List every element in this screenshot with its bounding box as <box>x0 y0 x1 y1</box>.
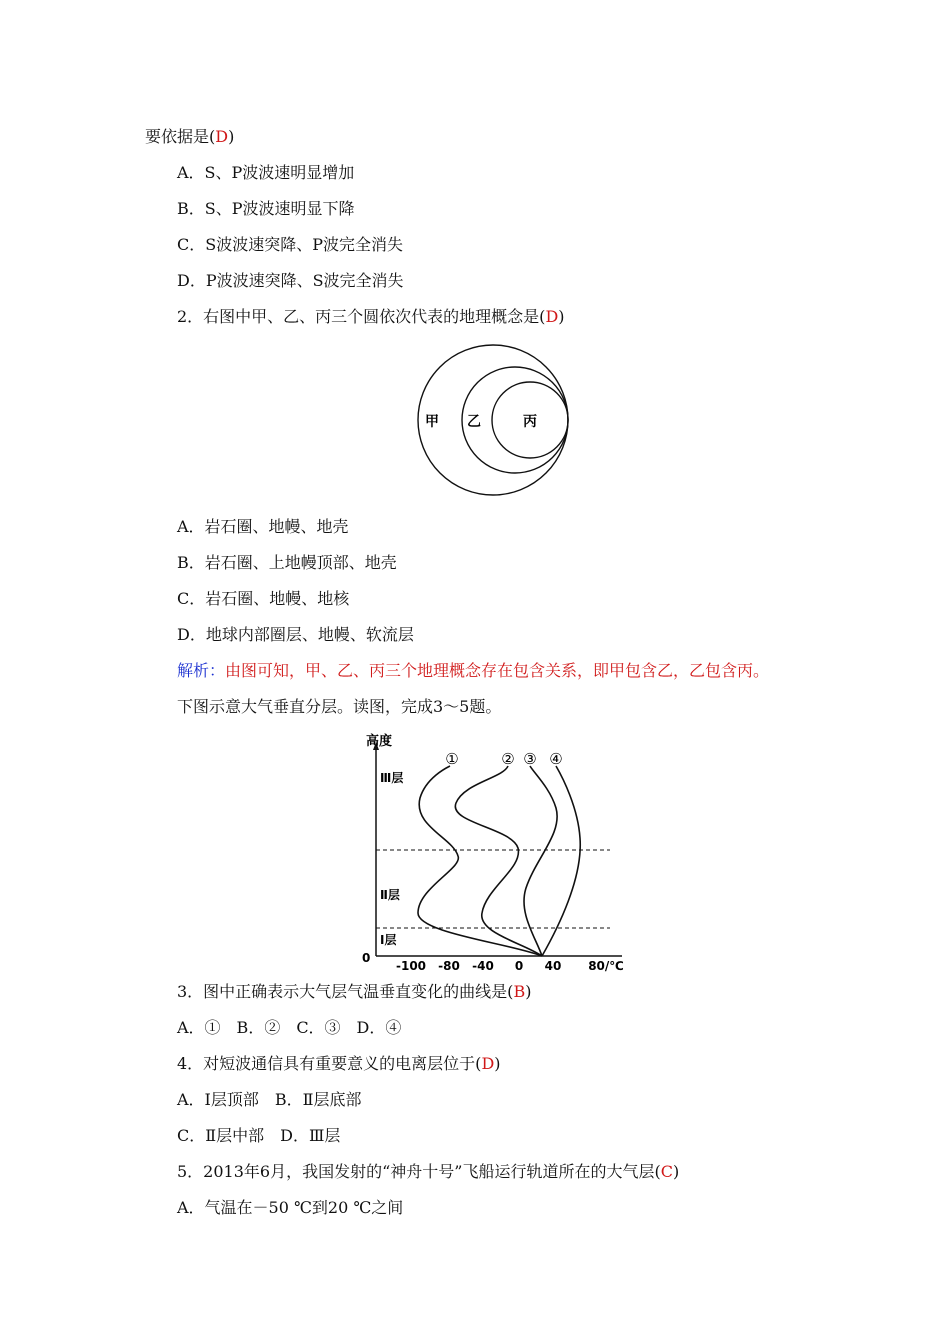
q1-option-b: B．S、P波波速明显下降 <box>177 199 355 218</box>
x-tick: -100 <box>395 959 427 973</box>
x-tick: -40 <box>472 959 494 973</box>
q5-answer: C <box>660 1162 673 1181</box>
q2-option-d: D．地球内部圈层、地幔、软流层 <box>177 625 414 644</box>
circle-diagram <box>410 338 580 498</box>
q2-explanation <box>177 661 769 681</box>
q4-stem <box>177 1054 501 1074</box>
label-bing: 丙 <box>523 414 537 430</box>
q3-close: ) <box>525 982 532 1001</box>
curve-1-label: ① <box>445 750 459 768</box>
q1-option-a: A．S、P波波速明显增加 <box>177 163 355 182</box>
q2-stem-text: 2．右图中甲、乙、丙三个圆依次代表的地理概念是( <box>177 307 546 326</box>
circle-jia <box>418 345 568 495</box>
q1-option-d: D．P波波速突降、S波完全消失 <box>177 271 404 290</box>
x-tick: 40 <box>544 959 562 973</box>
q5-stem <box>177 1162 679 1182</box>
q1-stem-text: 要依据是( <box>145 127 216 146</box>
curve-2-label: ② <box>501 750 515 768</box>
curve-4-label: ④ <box>549 750 563 768</box>
q2-option-a: A．岩石圈、地幔、地壳 <box>177 517 349 536</box>
intro-text: 下图示意大气垂直分层。读图，完成3～5题。 <box>177 697 502 716</box>
x-tick: 80/℃ <box>588 959 624 973</box>
q4-stem-text: 4．对短波通信具有重要意义的电离层位于( <box>177 1054 482 1073</box>
curve-3-label: ③ <box>523 750 537 768</box>
q5-stem-text: 5．2013年6月，我国发射的“神舟十号”飞船运行轨道所在的大气层( <box>177 1162 661 1181</box>
q1-option-c: C．S波波速突降、P波完全消失 <box>177 235 403 254</box>
q1-close: ) <box>228 127 235 146</box>
layer-3-label: Ⅲ层 <box>380 771 404 785</box>
q4-answer: D <box>481 1054 495 1073</box>
q3-stem <box>177 982 531 1002</box>
q5-option-a: A．气温在－50 ℃到20 ℃之间 <box>177 1198 404 1217</box>
q2-close: ) <box>558 307 565 326</box>
explanation-label: 解析： <box>177 661 226 680</box>
q5-close: ) <box>672 1162 680 1181</box>
q2-option-b: B．岩石圈、上地幔顶部、地壳 <box>177 553 397 572</box>
q4-close: ) <box>494 1054 501 1073</box>
q1-stem <box>145 127 234 147</box>
y-axis-label: 高度 <box>366 734 393 749</box>
x-tick: -80 <box>438 959 460 973</box>
q2-answer: D <box>545 307 559 326</box>
q3-options: A．① B．② C．③ D．④ <box>177 1018 402 1037</box>
q4-options-1: A．Ⅰ层顶部 B．Ⅱ层底部 <box>177 1090 362 1109</box>
q3-answer: B <box>513 982 526 1001</box>
q1-answer: D <box>215 127 229 146</box>
layer-1-label: Ⅰ层 <box>380 933 397 947</box>
q3-stem-text: 3．图中正确表示大气层气温垂直变化的曲线是( <box>177 982 514 1001</box>
x-tick: 0 <box>514 959 524 973</box>
atmosphere-chart <box>358 728 638 974</box>
layer-2-label: Ⅱ层 <box>380 888 400 902</box>
origin-label: 0 <box>362 951 371 965</box>
q2-stem <box>177 307 565 327</box>
q2-option-c: C．岩石圈、地幔、地核 <box>177 589 350 608</box>
label-yi: 乙 <box>467 414 481 430</box>
label-jia: 甲 <box>425 414 439 430</box>
explanation-text: 由图可知，甲、乙、丙三个地理概念存在包含关系，即甲包含乙，乙包含丙。 <box>225 661 770 680</box>
q4-options-2: C．Ⅱ层中部 D．Ⅲ层 <box>177 1126 341 1145</box>
